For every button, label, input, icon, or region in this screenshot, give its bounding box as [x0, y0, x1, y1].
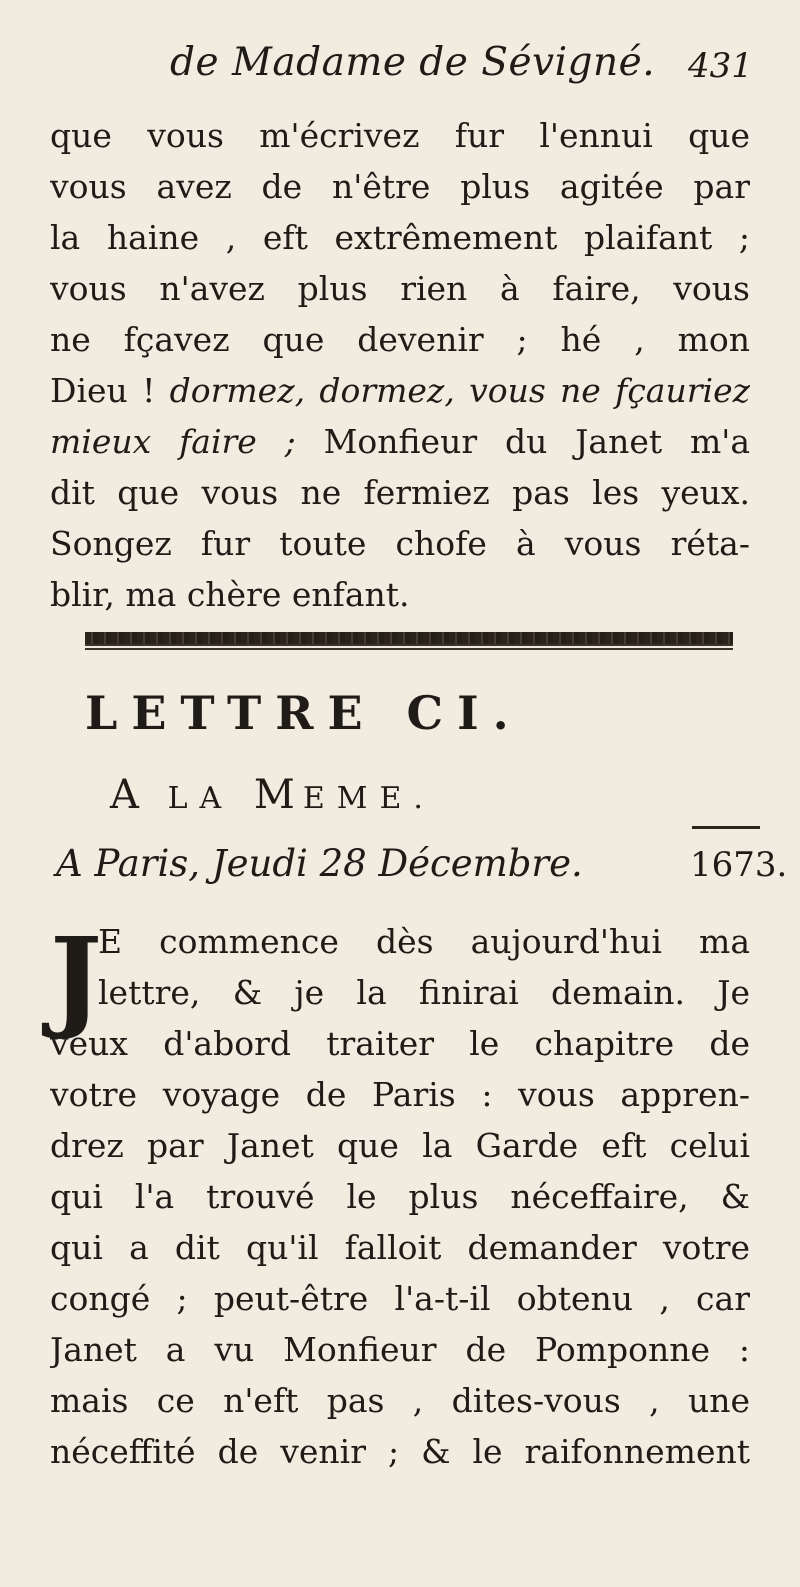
addressee: [110, 772, 630, 818]
addressee-a: A: [110, 772, 147, 818]
ornamental-rule: [85, 632, 733, 646]
text-line: Songez fur toute chofe à vous réta-: [50, 524, 750, 563]
text-line: que vous m'écrivez fur l'ennui que: [50, 116, 750, 155]
running-title: de Madame de Sévigné.: [170, 40, 656, 85]
text-line: Janet a vu Monfieur de Pomponne :: [50, 1330, 750, 1369]
text-line: qui l'a trouvé le plus néceffaire, &: [50, 1177, 750, 1216]
text-italic: dormez, dormez, vous ne fçauriez: [169, 371, 750, 410]
text-line: qui a dit qu'il falloit demander votre: [50, 1228, 750, 1267]
text-line: dit que vous ne fermiez pas les yeux.: [50, 473, 750, 512]
text-line: E commence dès aujourd'hui ma: [98, 922, 750, 961]
letter-title: LETTRE CI.: [85, 686, 523, 740]
dateline: A Paris, Jeudi 28 Décembre.: [56, 842, 583, 885]
text-line: la haine , eft extrêmement plaifant ;: [50, 218, 750, 257]
text-line: blir, ma chère enfant.: [50, 575, 410, 614]
thin-rule: [85, 648, 733, 650]
text-line: lettre, & je la finirai demain. Je: [98, 973, 750, 1012]
text-line: veux d'abord traiter le chapitre de: [50, 1024, 750, 1063]
drop-cap: J: [50, 913, 103, 1042]
text-line: drez par Janet que la Garde eft celui: [50, 1126, 750, 1165]
text-roman: Monfieur du Janet m'a: [295, 422, 750, 461]
margin-rule: [692, 826, 760, 829]
text-line-mixed: [50, 416, 750, 467]
text-line: néceffité de venir ; & le raifonnement: [50, 1432, 750, 1471]
text-line: votre voyage de Paris : vous appren-: [50, 1075, 750, 1114]
addressee-la: LA: [167, 781, 234, 816]
text-line: vous avez de n'être plus agitée par: [50, 167, 750, 206]
page-header: [70, 40, 753, 102]
text-line: mais ce n'eft pas , dites-vous , une: [50, 1381, 750, 1420]
text-line: ne fçavez que devenir ; hé , mon: [50, 320, 750, 359]
previous-letter-ending: [50, 110, 750, 620]
text-line: vous n'avez plus rien à faire, vous: [50, 269, 750, 308]
margin-year: 1673.: [690, 845, 788, 885]
letter-body: [50, 913, 750, 1477]
text-roman: Dieu !: [50, 371, 170, 410]
addressee-eme: EME.: [302, 781, 435, 816]
addressee-m: M: [253, 772, 303, 818]
text-line: congé ; peut-être l'a-t-il obtenu , car: [50, 1279, 750, 1318]
page-number: 431: [688, 46, 753, 86]
text-line-mixed: [50, 365, 750, 416]
text-italic: mieux faire ;: [50, 422, 296, 461]
